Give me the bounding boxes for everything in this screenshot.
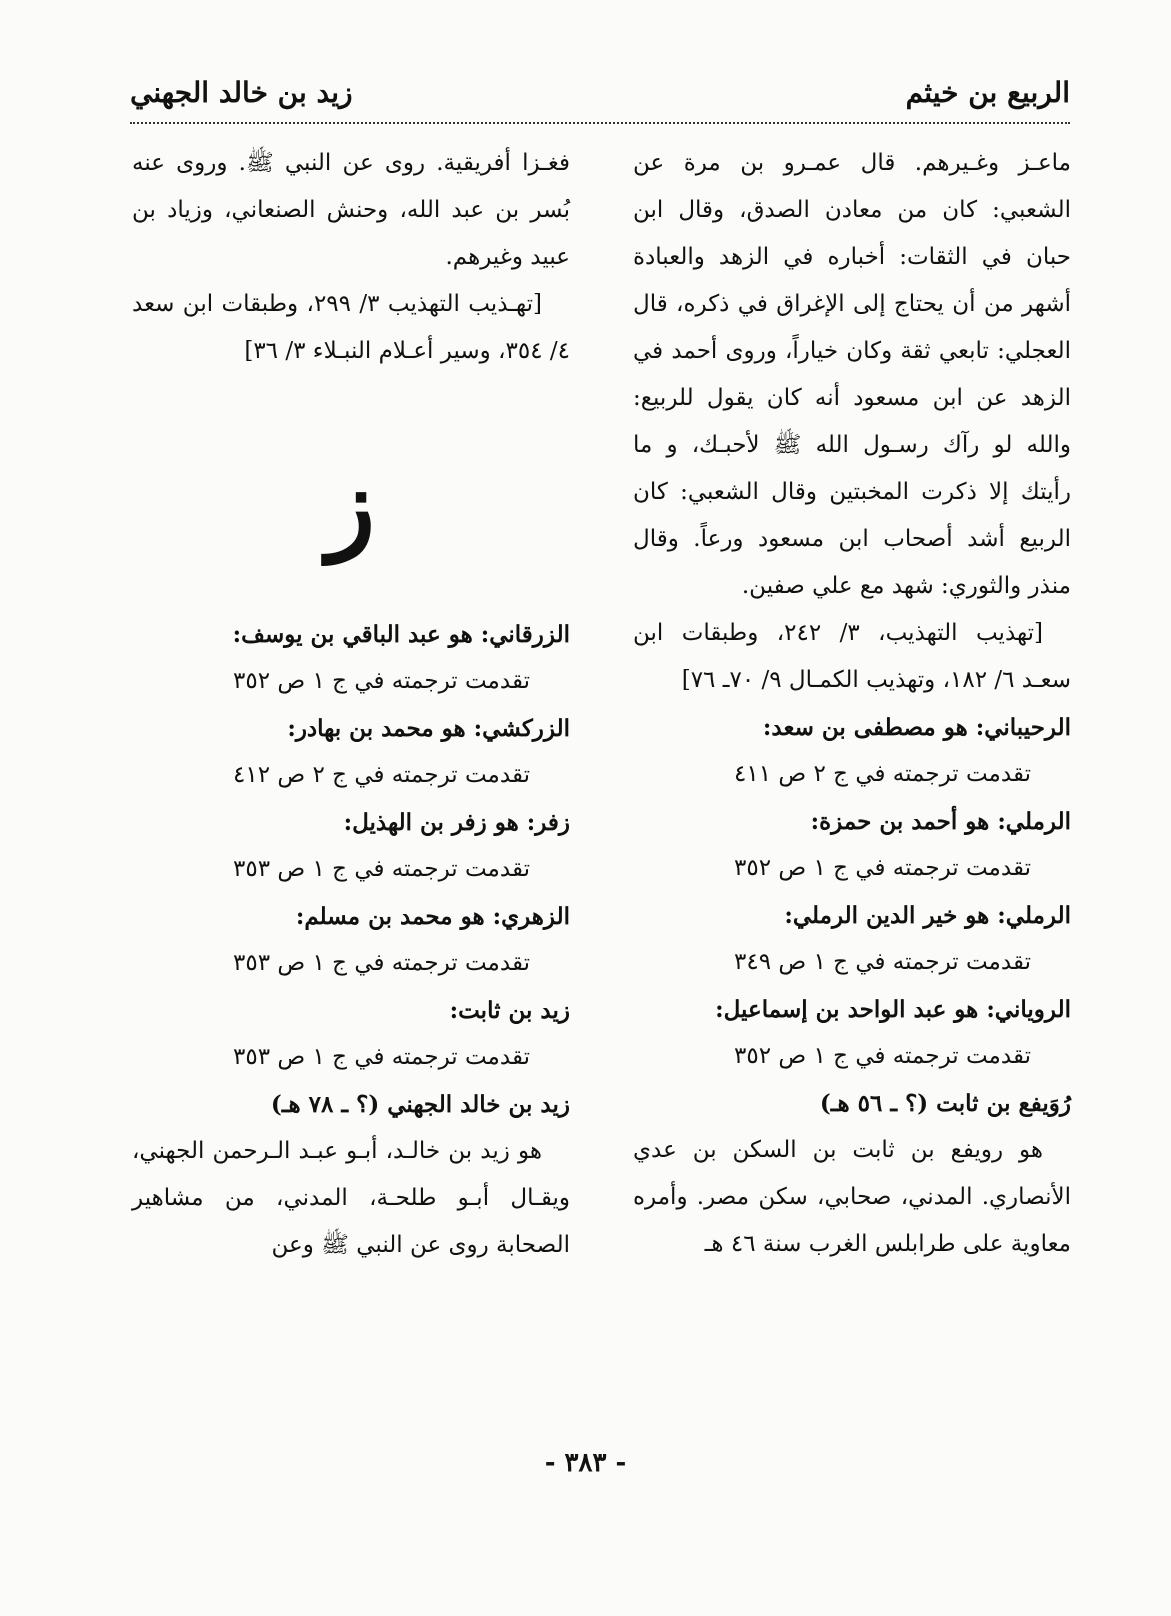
entry-heading: زيد بن خالد الجهني (؟ ـ ٧٨ هـ) (270, 1091, 570, 1118)
entry-body: تقدمت ترجمته في ج ١ ص ٣٥٣ (232, 950, 530, 976)
paragraph: فغـزا أفريقية. روى عن النبي ﷺ. وروى عنه بُسر بن عبد الله، وحنش الصنعاني، وزياد بن عبيد وغيرهم. (132, 150, 570, 270)
entry-heading: زفر: هو زفر بن الهذيل: (343, 809, 570, 836)
section-letter: ز (326, 446, 376, 564)
entry-body: هو رويفع بن ثابت بن السكن بن عدي الأنصاري. المدني، صحابي، سكن مصر. وأمره معاوية على طرابلس الغرب سنة ٤٦ هـ (633, 1137, 1071, 1257)
reference: [تهـذيب التهذيب ٣/ ٢٩٩، وطبقات ابن سعد ٤/ ٣٥٤، وسير أعـلام النبـلاء ٣/ ٣٦] (132, 291, 570, 364)
entry-heading: الزركشي: هو محمد بن بهادر: (287, 715, 570, 742)
left-column (132, 140, 570, 1269)
entry-body: تقدمت ترجمته في ج ١ ص ٣٤٩ (733, 949, 1031, 975)
entry-heading: الروياني: هو عبد الواحد بن إسماعيل: (715, 996, 1071, 1023)
entry-body: تقدمت ترجمته في ج ٢ ص ٤١٢ (232, 762, 530, 788)
entry-heading: زيد بن ثابت: (449, 997, 570, 1024)
reference: [تهذيب التهذيب، ٣/ ٢٤٢، وطبقات ابن سعـد ٦/ ١٨٢، وتهذيب الكمـال ٩/ ٧٠ـ ٧٦] (633, 620, 1071, 693)
entry-heading: الزهري: هو محمد بن مسلم: (295, 903, 570, 930)
entry-body: تقدمت ترجمته في ج ١ ص ٣٥٣ (232, 856, 530, 882)
entry-body: تقدمت ترجمته في ج ١ ص ٣٥٢ (733, 855, 1031, 881)
paragraph: ماعـز وغـيرهم. قال عمـرو بن مرة عن الشعبي: كان من معادن الصدق، وقال ابن حبان في الثقات: أخباره في الزهد والعبادة أشهر من أن يحتاج إلى الإغراق في ذكره، قال العجلي: تابعي ثقة وكان خياراً، وروى أحمد في الزهد عن ابن مسعود أنه كان يقول للربيع: والله لو رآك رسـول الله ﷺ لأحبـك، و ما رأيتك إلا ذكرت المخبتين وقال الشعبي: كان الربيع أشد أصحاب ابن مسعود ورعاً. وقال منذر والثوري: شهد مع علي صفين. (633, 150, 1071, 599)
entry-heading: الرحيباني: هو مصطفى بن سعد: (762, 714, 1071, 741)
entry-body: تقدمت ترجمته في ج ١ ص ٣٥٢ (733, 1043, 1031, 1069)
entry-heading: الزرقاني: هو عبد الباقي بن يوسف: (232, 621, 570, 648)
header-left-title: زيد بن خالد الجهني (130, 76, 353, 109)
entry-heading: رُوَيفع بن ثابت (؟ ـ ٥٦ هـ) (819, 1090, 1071, 1117)
entry-body: تقدمت ترجمته في ج ١ ص ٣٥٣ (232, 1044, 530, 1070)
right-column (633, 140, 1071, 1268)
entry-heading: الرملي: هو خير الدين الرملي: (784, 902, 1071, 929)
entry-heading: الرملي: هو أحمد بن حمزة: (810, 808, 1071, 835)
entry-body: تقدمت ترجمته في ج ٢ ص ٤١١ (733, 761, 1031, 787)
entry-body: تقدمت ترجمته في ج ١ ص ٣٥٢ (232, 668, 530, 694)
header-right-title: الربيع بن خيثم (905, 76, 1070, 109)
entry-body: هو زيد بن خالـد، أبـو عبـد الـرحمن الجهني، ويقـال أبـو طلحـة، المدني، من مشاهير الصحابة روى عن النبي ﷺ وعن (132, 1138, 570, 1258)
running-header (130, 70, 1070, 124)
page-number: - ٣٨٣ - (544, 1448, 627, 1478)
